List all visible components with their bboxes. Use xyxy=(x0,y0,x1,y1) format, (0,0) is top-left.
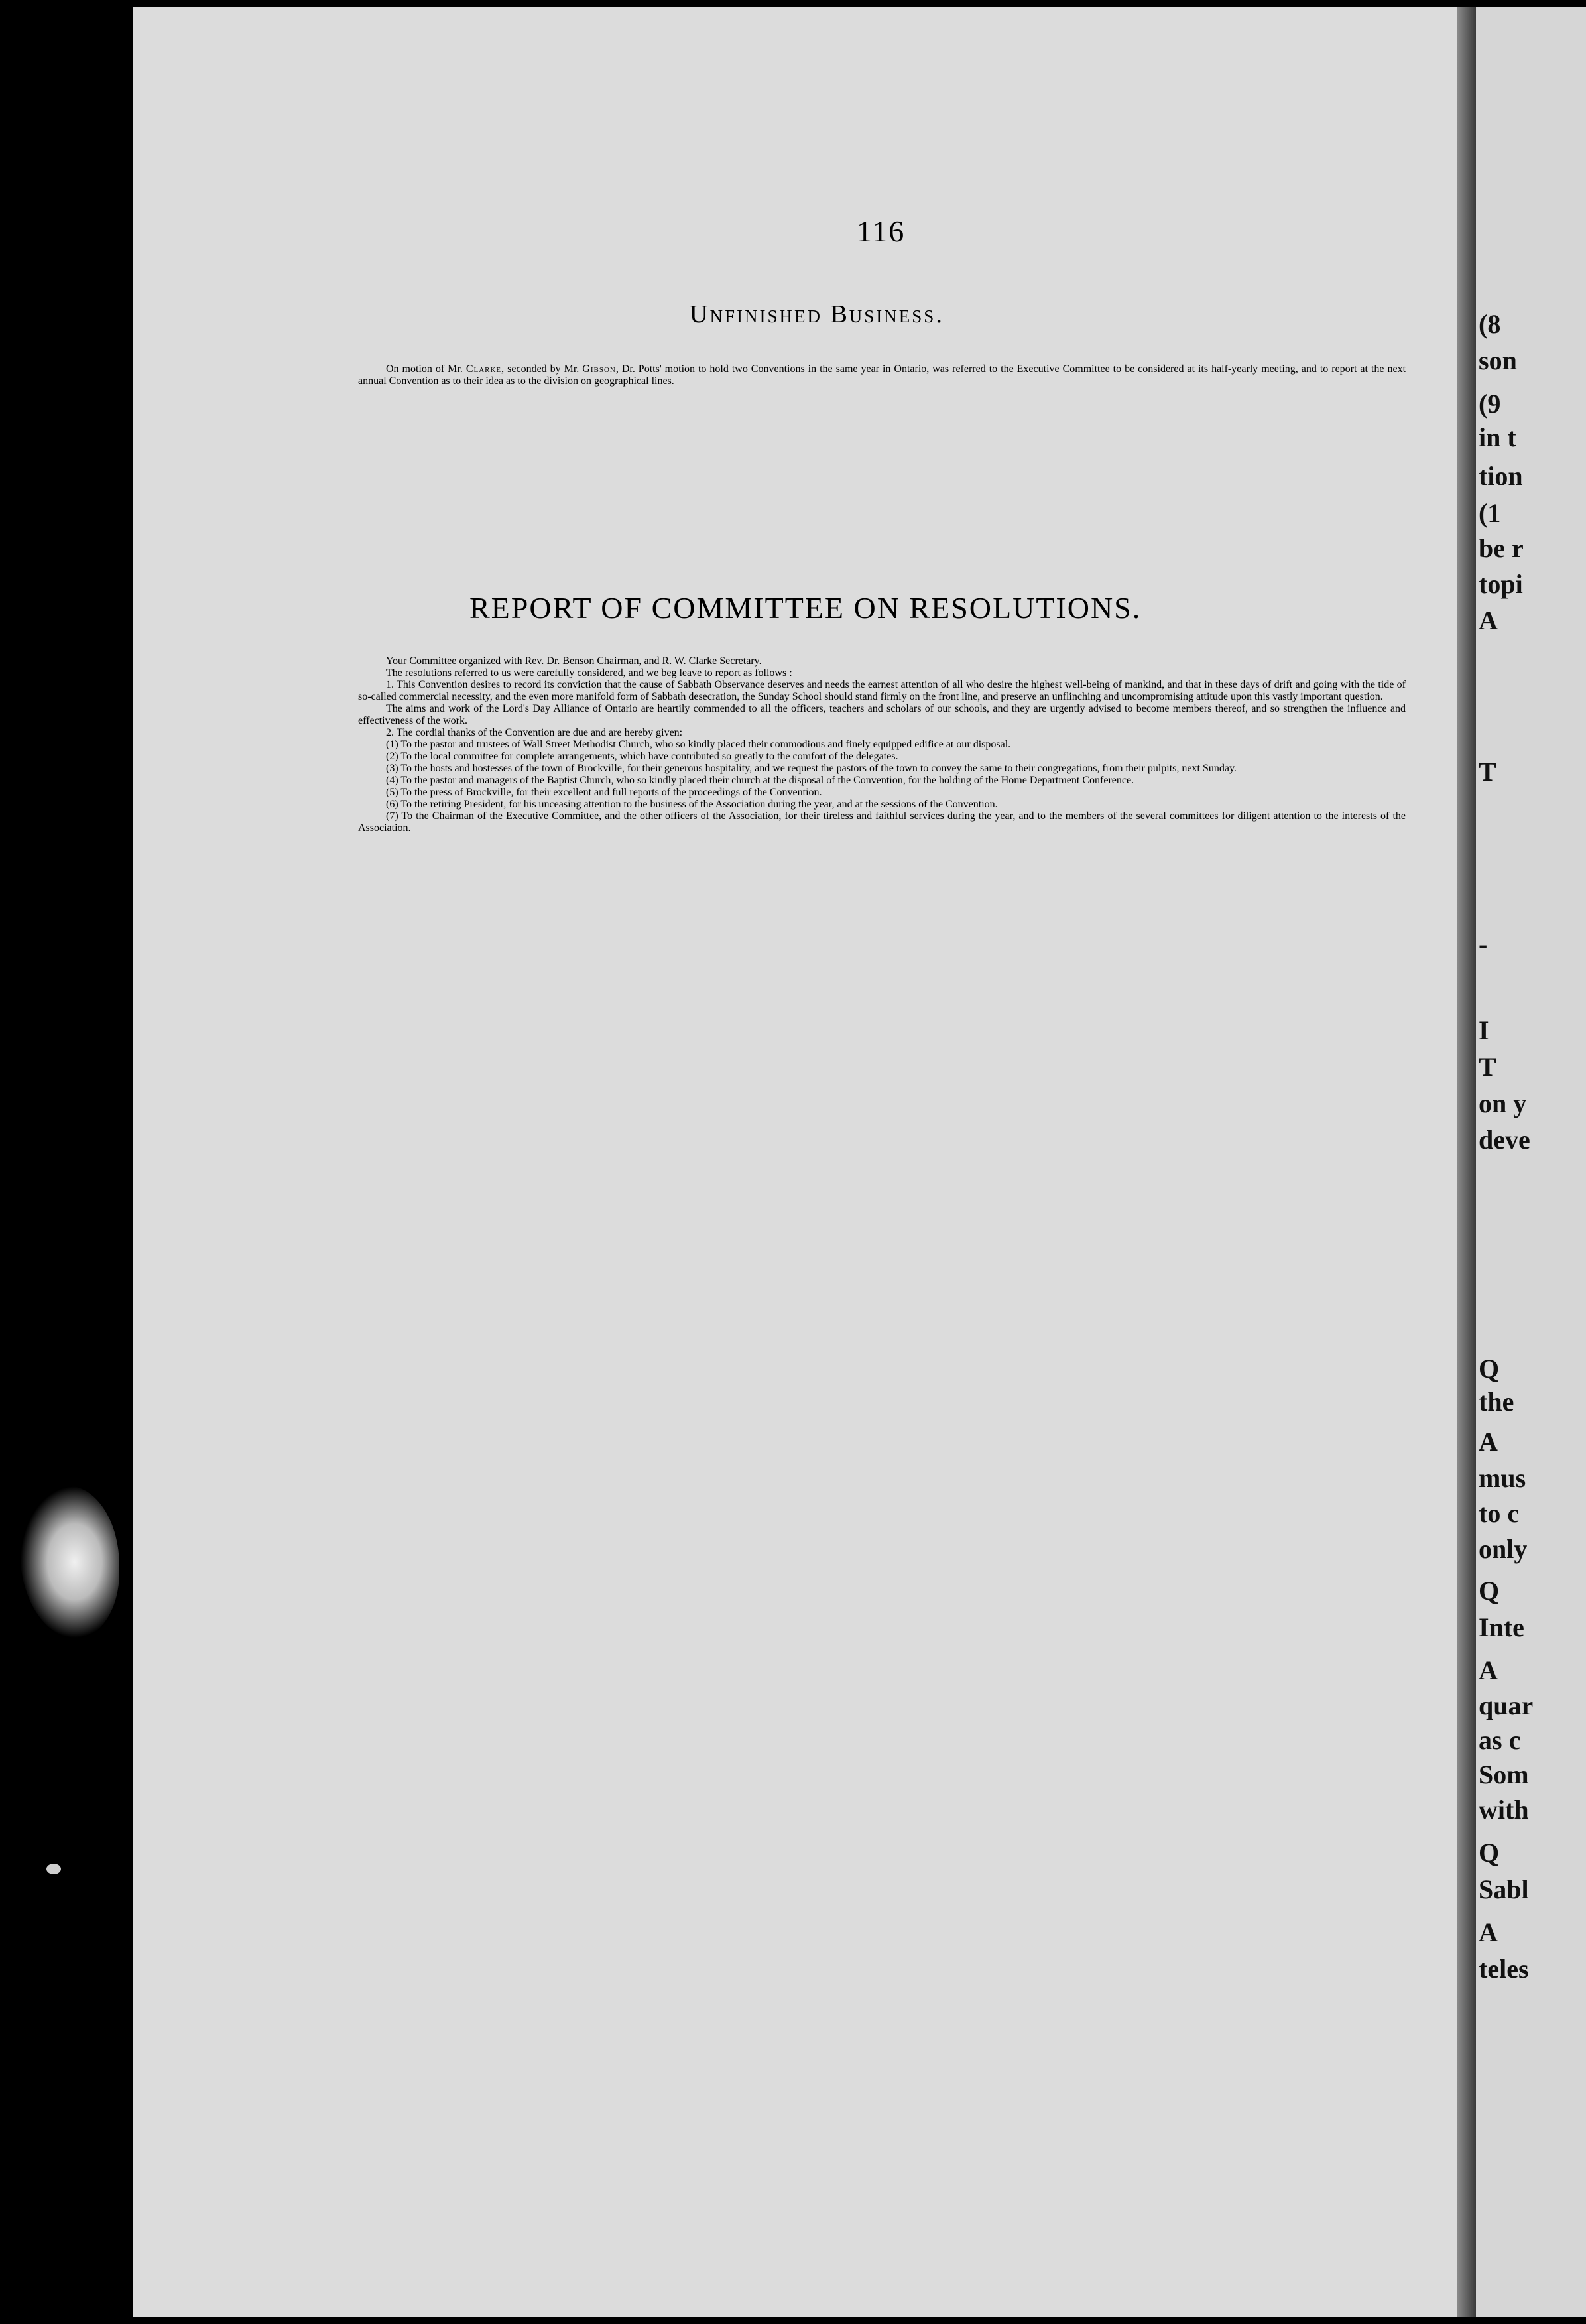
facing-page-fragment: A xyxy=(1479,606,1498,635)
facing-page-fragment: teles xyxy=(1479,1954,1529,1984)
report-heading: REPORT OF COMMITTEE ON RESOLUTIONS. xyxy=(469,591,1142,625)
facing-page-fragment: with xyxy=(1479,1795,1529,1825)
report-body xyxy=(358,655,1406,834)
facing-page-fragment: (1 xyxy=(1479,498,1501,528)
paragraph-resolutions: The resolutions referred to us were carefully considered, and we beg leave to report as follows : xyxy=(386,667,792,678)
facing-page-fragment: Som xyxy=(1479,1760,1529,1789)
book-gutter xyxy=(1457,7,1476,2317)
facing-page-fragment: on y xyxy=(1479,1088,1527,1118)
facing-page-fragment: Sabl xyxy=(1479,1874,1529,1904)
facing-page-fragment: Q xyxy=(1479,1576,1500,1606)
unfinished-business-heading: Unfinished Business. xyxy=(690,300,944,328)
facing-page-fragment: quar xyxy=(1479,1691,1534,1720)
facing-page-fragment: be r xyxy=(1479,533,1524,563)
facing-page-fragment: topi xyxy=(1479,569,1523,599)
paragraph-thanks-7: (7) To the Chairman of the Executive Committee, and the other officers of the Association, for their tireless and faithful services during the year, and to the members of the several committees for diligent attention to the interests of the Association. xyxy=(358,810,1406,834)
scan-speck xyxy=(46,1864,61,1874)
facing-page-fragment: to c xyxy=(1479,1498,1520,1528)
facing-page-fragment: A xyxy=(1479,1655,1498,1685)
paragraph-item-1: 1. This Convention desires to record its conviction that the cause of Sabbath Observance deserves and needs the earnest attention of all who desire the highest well-being of mankind, and that in these days of drift and going with the tide of so-called commercial necessity, and the even more manifold form of Sabbath desecration, the Sunday School should stand firmly on the front line, and preserve an unflinching and uncompromising attitude upon this vastly important question. xyxy=(358,679,1406,702)
facing-page-fragment: T xyxy=(1479,757,1496,787)
paragraph-thanks-3: (3) To the hosts and hostesses of the town of Brockville, for their generous hospitality, and we request the pastors of the town to convey the same to their congregations, from their pulpits, next Sunday. xyxy=(386,763,1237,774)
facing-page-fragment: tion xyxy=(1479,461,1523,491)
facing-page-fragment: the xyxy=(1479,1387,1514,1417)
facing-page-fragment: deve xyxy=(1479,1125,1530,1155)
paragraph-alliance: The aims and work of the Lord's Day Alliance of Ontario are heartily commended to all the officers, teachers and scholars of our schools, and they are urgently advised to become members thereof, and so strengthen the influence and effectiveness of the work. xyxy=(358,703,1406,726)
unfinished-business-paragraph: On motion of Mr. Clarke, seconded by Mr. Gibson, Dr. Potts' motion to hold two Conventions in the same year in Ontario, was referred to the Executive Committee to be considered at its half-yearly meeting, and to report at the next annual Convention as to their idea as to the division on geographical lines. xyxy=(358,363,1406,387)
facing-page-fragment: mus xyxy=(1479,1463,1526,1493)
facing-page-fragment: - xyxy=(1479,929,1488,959)
facing-page-fragment: only xyxy=(1479,1534,1528,1564)
paragraph-committee: Your Committee organized with Rev. Dr. Benson Chairman, and R. W. Clarke Secretary. xyxy=(386,655,762,667)
paragraph-thanks-6: (6) To the retiring President, for his unceasing attention to the business of the Association during the year, and at the sessions of the Convention. xyxy=(386,799,998,810)
facing-page-fragment: as c xyxy=(1479,1725,1521,1755)
facing-page-fragment: in t xyxy=(1479,422,1516,452)
facing-page-fragment: (8 xyxy=(1479,309,1501,339)
paragraph-thanks-5: (5) To the press of Brockville, for their excellent and full reports of the proceedings of the Convention. xyxy=(386,787,822,798)
facing-page-fragment: son xyxy=(1479,346,1517,375)
facing-page-fragment: A xyxy=(1479,1917,1498,1947)
paragraph-thanks-1: (1) To the pastor and trustees of Wall Street Methodist Church, who so kindly placed their commodious and finely equipped edifice at our disposal. xyxy=(386,739,1011,750)
facing-page-fragment: (9 xyxy=(1479,389,1501,419)
facing-page-fragment: Inte xyxy=(1479,1612,1524,1642)
book-page xyxy=(133,7,1457,2317)
facing-page-fragment: I xyxy=(1479,1015,1489,1045)
page-number: 116 xyxy=(857,214,906,248)
facing-page-fragment: T xyxy=(1479,1052,1496,1082)
facing-page-fragment: A xyxy=(1479,1427,1498,1456)
facing-page-fragment: Q xyxy=(1479,1354,1500,1384)
scan-blemish xyxy=(20,1486,119,1638)
facing-page xyxy=(1476,7,1586,2317)
facing-page-fragment: Q xyxy=(1479,1838,1500,1868)
paragraph-item-2: 2. The cordial thanks of the Convention are due and are hereby given: xyxy=(386,727,683,738)
paragraph-thanks-2: (2) To the local committee for complete arrangements, which have contributed so greatly to the comfort of the delegates. xyxy=(386,751,898,762)
paragraph-thanks-4: (4) To the pastor and managers of the Baptist Church, who so kindly placed their church at the disposal of the Convention, for the holding of the Home Department Conference. xyxy=(386,775,1134,786)
